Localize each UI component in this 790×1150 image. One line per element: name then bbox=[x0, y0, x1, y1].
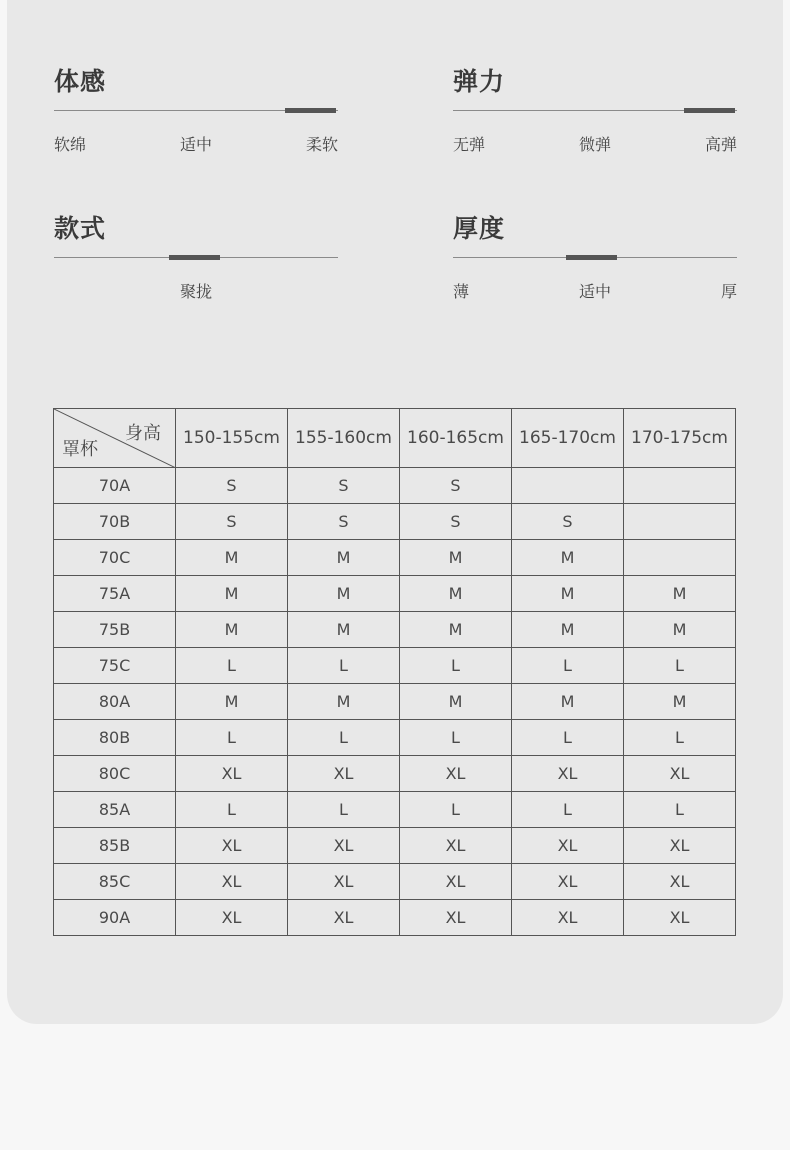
table-row bbox=[54, 756, 736, 792]
table-row bbox=[54, 684, 736, 720]
size-cell: M bbox=[512, 576, 624, 612]
scale-label-mid: 适中 bbox=[578, 282, 612, 301]
table-row bbox=[54, 720, 736, 756]
cup-size-cell: 90A bbox=[54, 900, 176, 936]
cup-size-cell: 75C bbox=[54, 648, 176, 684]
table-row bbox=[54, 504, 736, 540]
scale-label-mid: 微弹 bbox=[578, 135, 612, 154]
cup-size-cell: 85B bbox=[54, 828, 176, 864]
size-cell: M bbox=[288, 612, 400, 648]
size-cell: XL bbox=[512, 864, 624, 900]
size-cell bbox=[512, 468, 624, 504]
size-chart-body bbox=[54, 468, 736, 936]
scale-label-mid: 适中 bbox=[179, 135, 213, 154]
size-cell: S bbox=[288, 468, 400, 504]
size-cell: S bbox=[176, 504, 288, 540]
size-cell bbox=[624, 540, 736, 576]
size-cell: XL bbox=[624, 756, 736, 792]
size-cell: XL bbox=[512, 828, 624, 864]
table-row bbox=[54, 900, 736, 936]
size-cell: M bbox=[400, 540, 512, 576]
table-row bbox=[54, 828, 736, 864]
cup-size-cell: 70C bbox=[54, 540, 176, 576]
scale-marker bbox=[169, 255, 220, 260]
height-column-header: 155-160cm bbox=[288, 409, 400, 468]
attribute-title: 体感 bbox=[54, 67, 107, 96]
size-cell: L bbox=[176, 720, 288, 756]
table-row bbox=[54, 576, 736, 612]
size-cell: M bbox=[512, 684, 624, 720]
size-cell: XL bbox=[288, 756, 400, 792]
height-column-header: 160-165cm bbox=[400, 409, 512, 468]
size-cell: M bbox=[176, 612, 288, 648]
height-column-header: 165-170cm bbox=[512, 409, 624, 468]
size-cell: XL bbox=[624, 864, 736, 900]
cup-size-cell: 85C bbox=[54, 864, 176, 900]
attribute-title: 弹力 bbox=[453, 67, 506, 96]
cup-size-cell: 70A bbox=[54, 468, 176, 504]
size-chart-header-row bbox=[54, 409, 736, 468]
size-cell: L bbox=[400, 720, 512, 756]
size-cell bbox=[624, 504, 736, 540]
attribute-title: 厚度 bbox=[453, 214, 506, 243]
size-cell: M bbox=[288, 576, 400, 612]
cup-size-cell: 80A bbox=[54, 684, 176, 720]
table-row bbox=[54, 612, 736, 648]
size-cell: XL bbox=[512, 756, 624, 792]
size-cell: S bbox=[512, 504, 624, 540]
size-cell: XL bbox=[288, 828, 400, 864]
table-row bbox=[54, 540, 736, 576]
size-cell: M bbox=[176, 684, 288, 720]
size-cell: L bbox=[512, 792, 624, 828]
size-cell: XL bbox=[288, 900, 400, 936]
size-cell: XL bbox=[400, 864, 512, 900]
size-cell bbox=[624, 468, 736, 504]
size-cell: L bbox=[176, 648, 288, 684]
height-column-header: 150-155cm bbox=[176, 409, 288, 468]
table-row bbox=[54, 792, 736, 828]
scale-label-high: 厚 bbox=[720, 282, 737, 301]
size-cell: XL bbox=[400, 756, 512, 792]
attribute-title: 款式 bbox=[54, 214, 107, 243]
size-cell: L bbox=[400, 792, 512, 828]
size-cell: M bbox=[288, 684, 400, 720]
size-cell: XL bbox=[176, 828, 288, 864]
scale-label-high: 高弹 bbox=[704, 135, 737, 154]
size-cell: XL bbox=[512, 900, 624, 936]
size-chart-table bbox=[53, 408, 736, 936]
size-cell: M bbox=[400, 576, 512, 612]
size-cell: M bbox=[288, 540, 400, 576]
cup-axis-label: 罩杯 bbox=[62, 439, 98, 460]
size-cell: L bbox=[624, 720, 736, 756]
size-chart-corner-cell bbox=[54, 409, 176, 468]
size-cell: XL bbox=[400, 828, 512, 864]
scale-label-low: 软绵 bbox=[54, 135, 87, 154]
size-cell: M bbox=[624, 612, 736, 648]
size-cell: M bbox=[400, 612, 512, 648]
size-cell: M bbox=[624, 576, 736, 612]
size-cell: S bbox=[400, 504, 512, 540]
size-cell: XL bbox=[176, 900, 288, 936]
size-cell: L bbox=[400, 648, 512, 684]
scale-marker bbox=[684, 108, 735, 113]
scale-marker bbox=[285, 108, 336, 113]
table-row bbox=[54, 468, 736, 504]
size-cell: L bbox=[288, 720, 400, 756]
size-cell: M bbox=[624, 684, 736, 720]
size-cell: L bbox=[624, 792, 736, 828]
size-cell: L bbox=[288, 792, 400, 828]
scale-label-high: 柔软 bbox=[305, 135, 338, 154]
cup-size-cell: 75A bbox=[54, 576, 176, 612]
size-cell: M bbox=[512, 540, 624, 576]
cup-size-cell: 80B bbox=[54, 720, 176, 756]
cup-size-cell: 80C bbox=[54, 756, 176, 792]
cup-size-cell: 70B bbox=[54, 504, 176, 540]
size-cell: XL bbox=[624, 900, 736, 936]
size-cell: M bbox=[400, 684, 512, 720]
size-cell: XL bbox=[176, 756, 288, 792]
size-cell: L bbox=[624, 648, 736, 684]
cup-size-cell: 75B bbox=[54, 612, 176, 648]
size-cell: L bbox=[512, 720, 624, 756]
size-cell: S bbox=[400, 468, 512, 504]
size-cell: XL bbox=[624, 828, 736, 864]
size-cell: S bbox=[288, 504, 400, 540]
size-cell: M bbox=[176, 540, 288, 576]
size-cell: S bbox=[176, 468, 288, 504]
height-column-header: 170-175cm bbox=[624, 409, 736, 468]
table-row bbox=[54, 648, 736, 684]
size-cell: L bbox=[176, 792, 288, 828]
size-cell: XL bbox=[400, 900, 512, 936]
scale-label-mid: 聚拢 bbox=[179, 282, 213, 301]
size-cell: L bbox=[288, 648, 400, 684]
size-cell: L bbox=[512, 648, 624, 684]
scale-marker bbox=[566, 255, 617, 260]
scale-label-low: 无弹 bbox=[453, 135, 486, 154]
scale-label-low: 薄 bbox=[453, 282, 470, 301]
table-row bbox=[54, 864, 736, 900]
height-axis-label: 身高 bbox=[125, 423, 161, 444]
size-cell: M bbox=[512, 612, 624, 648]
size-cell: XL bbox=[288, 864, 400, 900]
size-cell: M bbox=[176, 576, 288, 612]
cup-size-cell: 85A bbox=[54, 792, 176, 828]
size-cell: XL bbox=[176, 864, 288, 900]
